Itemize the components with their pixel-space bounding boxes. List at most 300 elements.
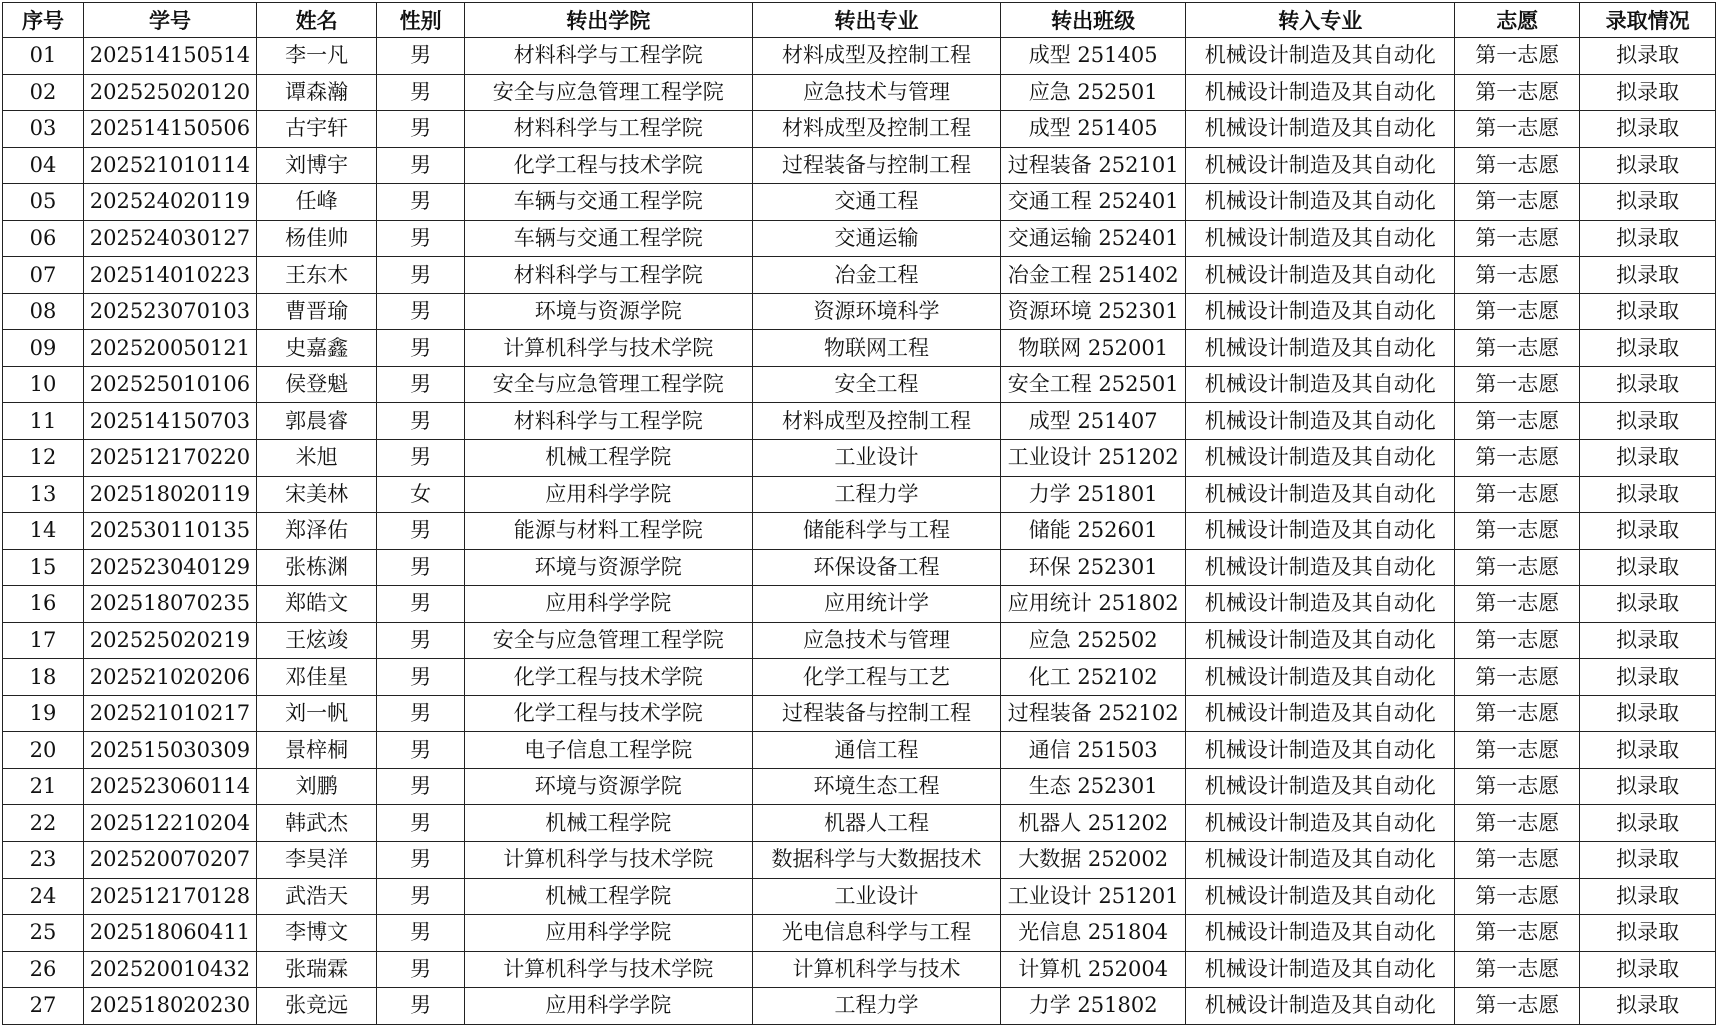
- gender-cell: 男: [377, 513, 465, 550]
- index-cell: 14: [3, 513, 84, 550]
- from-class-cell: 环保 252301: [1001, 549, 1186, 586]
- from-college-cell: 材料科学与工程学院: [464, 257, 752, 294]
- student-id-cell: 202518060411: [83, 915, 256, 952]
- admission-status-cell: 拟录取: [1580, 38, 1716, 75]
- preference-cell: 第一志愿: [1455, 695, 1580, 732]
- from-major-cell: 应用统计学: [752, 586, 1000, 623]
- from-college-cell: 计算机科学与技术学院: [464, 951, 752, 988]
- to-major-cell: 机械设计制造及其自动化: [1186, 220, 1455, 257]
- index-cell: 02: [3, 74, 84, 111]
- table-row: [3, 366, 1716, 403]
- student-id-cell: 202518020230: [83, 988, 256, 1025]
- from-class-cell: 力学 251801: [1001, 476, 1186, 513]
- from-college-cell: 材料科学与工程学院: [464, 403, 752, 440]
- gender-cell: 男: [377, 403, 465, 440]
- index-cell: 22: [3, 805, 84, 842]
- table-row: [3, 586, 1716, 623]
- header-from-college: 转出学院: [464, 3, 752, 38]
- gender-cell: 男: [377, 220, 465, 257]
- student-id-cell: 202525020120: [83, 74, 256, 111]
- gender-cell: 男: [377, 878, 465, 915]
- name-cell: 张栋渊: [256, 549, 376, 586]
- to-major-cell: 机械设计制造及其自动化: [1186, 184, 1455, 221]
- to-major-cell: 机械设计制造及其自动化: [1186, 586, 1455, 623]
- to-major-cell: 机械设计制造及其自动化: [1186, 513, 1455, 550]
- admission-status-cell: 拟录取: [1580, 147, 1716, 184]
- name-cell: 米旭: [256, 440, 376, 477]
- to-major-cell: 机械设计制造及其自动化: [1186, 257, 1455, 294]
- admission-status-cell: 拟录取: [1580, 111, 1716, 148]
- admission-status-cell: 拟录取: [1580, 659, 1716, 696]
- from-college-cell: 车辆与交通工程学院: [464, 220, 752, 257]
- index-cell: 11: [3, 403, 84, 440]
- index-cell: 16: [3, 586, 84, 623]
- index-cell: 03: [3, 111, 84, 148]
- from-class-cell: 工业设计 251201: [1001, 878, 1186, 915]
- from-major-cell: 通信工程: [752, 732, 1000, 769]
- to-major-cell: 机械设计制造及其自动化: [1186, 988, 1455, 1025]
- name-cell: 韩武杰: [256, 805, 376, 842]
- index-cell: 07: [3, 257, 84, 294]
- to-major-cell: 机械设计制造及其自动化: [1186, 549, 1455, 586]
- table-row: [3, 805, 1716, 842]
- from-college-cell: 安全与应急管理工程学院: [464, 366, 752, 403]
- gender-cell: 男: [377, 366, 465, 403]
- name-cell: 景梓桐: [256, 732, 376, 769]
- preference-cell: 第一志愿: [1455, 293, 1580, 330]
- from-college-cell: 车辆与交通工程学院: [464, 184, 752, 221]
- from-class-cell: 储能 252601: [1001, 513, 1186, 550]
- gender-cell: 男: [377, 805, 465, 842]
- admission-status-cell: 拟录取: [1580, 257, 1716, 294]
- from-class-cell: 机器人 251202: [1001, 805, 1186, 842]
- gender-cell: 男: [377, 257, 465, 294]
- table-body: [3, 38, 1716, 1025]
- from-class-cell: 生态 252301: [1001, 768, 1186, 805]
- index-cell: 04: [3, 147, 84, 184]
- from-major-cell: 交通工程: [752, 184, 1000, 221]
- table-row: [3, 220, 1716, 257]
- admission-status-cell: 拟录取: [1580, 915, 1716, 952]
- preference-cell: 第一志愿: [1455, 988, 1580, 1025]
- name-cell: 刘博宇: [256, 147, 376, 184]
- table-row: [3, 440, 1716, 477]
- index-cell: 05: [3, 184, 84, 221]
- from-major-cell: 机器人工程: [752, 805, 1000, 842]
- gender-cell: 男: [377, 74, 465, 111]
- index-cell: 24: [3, 878, 84, 915]
- admission-status-cell: 拟录取: [1580, 549, 1716, 586]
- from-college-cell: 材料科学与工程学院: [464, 111, 752, 148]
- admission-status-cell: 拟录取: [1580, 951, 1716, 988]
- table-header-row: [3, 3, 1716, 38]
- preference-cell: 第一志愿: [1455, 257, 1580, 294]
- name-cell: 李博文: [256, 915, 376, 952]
- admission-status-cell: 拟录取: [1580, 622, 1716, 659]
- index-cell: 06: [3, 220, 84, 257]
- admission-status-cell: 拟录取: [1580, 732, 1716, 769]
- from-class-cell: 物联网 252001: [1001, 330, 1186, 367]
- to-major-cell: 机械设计制造及其自动化: [1186, 695, 1455, 732]
- from-major-cell: 工业设计: [752, 878, 1000, 915]
- from-major-cell: 安全工程: [752, 366, 1000, 403]
- from-major-cell: 材料成型及控制工程: [752, 111, 1000, 148]
- preference-cell: 第一志愿: [1455, 440, 1580, 477]
- from-major-cell: 资源环境科学: [752, 293, 1000, 330]
- table-row: [3, 659, 1716, 696]
- table-row: [3, 403, 1716, 440]
- gender-cell: 男: [377, 586, 465, 623]
- from-major-cell: 材料成型及控制工程: [752, 403, 1000, 440]
- table-row: [3, 476, 1716, 513]
- student-id-cell: 202512210204: [83, 805, 256, 842]
- table-row: [3, 111, 1716, 148]
- name-cell: 李昊洋: [256, 842, 376, 879]
- from-class-cell: 资源环境 252301: [1001, 293, 1186, 330]
- admission-status-cell: 拟录取: [1580, 74, 1716, 111]
- from-major-cell: 工业设计: [752, 440, 1000, 477]
- table-row: [3, 513, 1716, 550]
- from-class-cell: 安全工程 252501: [1001, 366, 1186, 403]
- gender-cell: 男: [377, 147, 465, 184]
- from-major-cell: 光电信息科学与工程: [752, 915, 1000, 952]
- name-cell: 刘鹏: [256, 768, 376, 805]
- table-row: [3, 38, 1716, 75]
- gender-cell: 男: [377, 622, 465, 659]
- student-id-cell: 202518020119: [83, 476, 256, 513]
- to-major-cell: 机械设计制造及其自动化: [1186, 74, 1455, 111]
- preference-cell: 第一志愿: [1455, 586, 1580, 623]
- admission-status-cell: 拟录取: [1580, 220, 1716, 257]
- from-class-cell: 成型 251405: [1001, 38, 1186, 75]
- preference-cell: 第一志愿: [1455, 330, 1580, 367]
- admission-status-cell: 拟录取: [1580, 768, 1716, 805]
- name-cell: 张瑞霖: [256, 951, 376, 988]
- index-cell: 09: [3, 330, 84, 367]
- gender-cell: 男: [377, 732, 465, 769]
- table-row: [3, 74, 1716, 111]
- admission-table: [2, 2, 1716, 1025]
- admission-status-cell: 拟录取: [1580, 586, 1716, 623]
- from-major-cell: 工程力学: [752, 988, 1000, 1025]
- from-college-cell: 化学工程与技术学院: [464, 147, 752, 184]
- from-college-cell: 机械工程学院: [464, 440, 752, 477]
- from-major-cell: 过程装备与控制工程: [752, 695, 1000, 732]
- preference-cell: 第一志愿: [1455, 111, 1580, 148]
- from-college-cell: 环境与资源学院: [464, 549, 752, 586]
- from-major-cell: 交通运输: [752, 220, 1000, 257]
- gender-cell: 女: [377, 476, 465, 513]
- from-major-cell: 数据科学与大数据技术: [752, 842, 1000, 879]
- student-id-cell: 202525020219: [83, 622, 256, 659]
- from-major-cell: 化学工程与工艺: [752, 659, 1000, 696]
- admission-status-cell: 拟录取: [1580, 476, 1716, 513]
- index-cell: 23: [3, 842, 84, 879]
- from-class-cell: 过程装备 252101: [1001, 147, 1186, 184]
- name-cell: 武浩天: [256, 878, 376, 915]
- from-college-cell: 计算机科学与技术学院: [464, 330, 752, 367]
- admission-status-cell: 拟录取: [1580, 805, 1716, 842]
- index-cell: 21: [3, 768, 84, 805]
- from-major-cell: 应急技术与管理: [752, 74, 1000, 111]
- index-cell: 08: [3, 293, 84, 330]
- index-cell: 12: [3, 440, 84, 477]
- from-class-cell: 交通运输 252401: [1001, 220, 1186, 257]
- to-major-cell: 机械设计制造及其自动化: [1186, 440, 1455, 477]
- to-major-cell: 机械设计制造及其自动化: [1186, 622, 1455, 659]
- name-cell: 邓佳星: [256, 659, 376, 696]
- name-cell: 谭森瀚: [256, 74, 376, 111]
- preference-cell: 第一志愿: [1455, 951, 1580, 988]
- name-cell: 郭晨睿: [256, 403, 376, 440]
- from-college-cell: 应用科学学院: [464, 915, 752, 952]
- index-cell: 19: [3, 695, 84, 732]
- index-cell: 20: [3, 732, 84, 769]
- gender-cell: 男: [377, 951, 465, 988]
- name-cell: 李一凡: [256, 38, 376, 75]
- from-college-cell: 环境与资源学院: [464, 293, 752, 330]
- from-college-cell: 应用科学学院: [464, 476, 752, 513]
- admission-status-cell: 拟录取: [1580, 293, 1716, 330]
- index-cell: 01: [3, 38, 84, 75]
- table-row: [3, 147, 1716, 184]
- student-id-cell: 202525010106: [83, 366, 256, 403]
- student-id-cell: 202514150703: [83, 403, 256, 440]
- preference-cell: 第一志愿: [1455, 549, 1580, 586]
- from-class-cell: 应急 252502: [1001, 622, 1186, 659]
- from-class-cell: 工业设计 251202: [1001, 440, 1186, 477]
- admission-status-cell: 拟录取: [1580, 513, 1716, 550]
- from-major-cell: 冶金工程: [752, 257, 1000, 294]
- to-major-cell: 机械设计制造及其自动化: [1186, 38, 1455, 75]
- preference-cell: 第一志愿: [1455, 38, 1580, 75]
- header-admission-status: 录取情况: [1580, 3, 1716, 38]
- preference-cell: 第一志愿: [1455, 366, 1580, 403]
- to-major-cell: 机械设计制造及其自动化: [1186, 842, 1455, 879]
- gender-cell: 男: [377, 184, 465, 221]
- preference-cell: 第一志愿: [1455, 184, 1580, 221]
- to-major-cell: 机械设计制造及其自动化: [1186, 915, 1455, 952]
- student-id-cell: 202530110135: [83, 513, 256, 550]
- index-cell: 25: [3, 915, 84, 952]
- admission-status-cell: 拟录取: [1580, 403, 1716, 440]
- student-id-cell: 202514010223: [83, 257, 256, 294]
- preference-cell: 第一志愿: [1455, 622, 1580, 659]
- to-major-cell: 机械设计制造及其自动化: [1186, 732, 1455, 769]
- from-major-cell: 计算机科学与技术: [752, 951, 1000, 988]
- table-row: [3, 951, 1716, 988]
- student-id-cell: 202520050121: [83, 330, 256, 367]
- from-class-cell: 通信 251503: [1001, 732, 1186, 769]
- name-cell: 刘一帆: [256, 695, 376, 732]
- gender-cell: 男: [377, 293, 465, 330]
- table-row: [3, 695, 1716, 732]
- to-major-cell: 机械设计制造及其自动化: [1186, 951, 1455, 988]
- gender-cell: 男: [377, 440, 465, 477]
- to-major-cell: 机械设计制造及其自动化: [1186, 476, 1455, 513]
- transfer-admission-sheet: [2, 2, 1716, 1025]
- from-major-cell: 材料成型及控制工程: [752, 38, 1000, 75]
- gender-cell: 男: [377, 659, 465, 696]
- table-row: [3, 257, 1716, 294]
- student-id-cell: 202521020206: [83, 659, 256, 696]
- from-class-cell: 光信息 251804: [1001, 915, 1186, 952]
- name-cell: 郑皓文: [256, 586, 376, 623]
- from-major-cell: 储能科学与工程: [752, 513, 1000, 550]
- table-row: [3, 878, 1716, 915]
- table-row: [3, 549, 1716, 586]
- admission-status-cell: 拟录取: [1580, 440, 1716, 477]
- student-id-cell: 202515030309: [83, 732, 256, 769]
- name-cell: 史嘉鑫: [256, 330, 376, 367]
- preference-cell: 第一志愿: [1455, 732, 1580, 769]
- header-from-class: 转出班级: [1001, 3, 1186, 38]
- to-major-cell: 机械设计制造及其自动化: [1186, 768, 1455, 805]
- header-gender: 性别: [377, 3, 465, 38]
- gender-cell: 男: [377, 330, 465, 367]
- index-cell: 15: [3, 549, 84, 586]
- to-major-cell: 机械设计制造及其自动化: [1186, 878, 1455, 915]
- to-major-cell: 机械设计制造及其自动化: [1186, 111, 1455, 148]
- from-class-cell: 成型 251405: [1001, 111, 1186, 148]
- from-class-cell: 过程装备 252102: [1001, 695, 1186, 732]
- name-cell: 郑泽佑: [256, 513, 376, 550]
- from-major-cell: 应急技术与管理: [752, 622, 1000, 659]
- student-id-cell: 202524030127: [83, 220, 256, 257]
- table-row: [3, 768, 1716, 805]
- preference-cell: 第一志愿: [1455, 878, 1580, 915]
- name-cell: 宋美林: [256, 476, 376, 513]
- from-college-cell: 计算机科学与技术学院: [464, 842, 752, 879]
- name-cell: 杨佳帅: [256, 220, 376, 257]
- index-cell: 18: [3, 659, 84, 696]
- gender-cell: 男: [377, 915, 465, 952]
- header-to-major: 转入专业: [1186, 3, 1455, 38]
- name-cell: 曹晋瑜: [256, 293, 376, 330]
- preference-cell: 第一志愿: [1455, 403, 1580, 440]
- student-id-cell: 202523070103: [83, 293, 256, 330]
- admission-status-cell: 拟录取: [1580, 988, 1716, 1025]
- name-cell: 王炫竣: [256, 622, 376, 659]
- from-college-cell: 安全与应急管理工程学院: [464, 622, 752, 659]
- from-college-cell: 安全与应急管理工程学院: [464, 74, 752, 111]
- from-class-cell: 化工 252102: [1001, 659, 1186, 696]
- gender-cell: 男: [377, 549, 465, 586]
- header-preference: 志愿: [1455, 3, 1580, 38]
- student-id-cell: 202514150514: [83, 38, 256, 75]
- header-name: 姓名: [256, 3, 376, 38]
- index-cell: 17: [3, 622, 84, 659]
- student-id-cell: 202512170128: [83, 878, 256, 915]
- table-row: [3, 842, 1716, 879]
- to-major-cell: 机械设计制造及其自动化: [1186, 805, 1455, 842]
- student-id-cell: 202521010114: [83, 147, 256, 184]
- from-college-cell: 材料科学与工程学院: [464, 38, 752, 75]
- from-college-cell: 化学工程与技术学院: [464, 659, 752, 696]
- from-class-cell: 计算机 252004: [1001, 951, 1186, 988]
- from-college-cell: 能源与材料工程学院: [464, 513, 752, 550]
- from-class-cell: 应急 252501: [1001, 74, 1186, 111]
- preference-cell: 第一志愿: [1455, 768, 1580, 805]
- to-major-cell: 机械设计制造及其自动化: [1186, 366, 1455, 403]
- gender-cell: 男: [377, 695, 465, 732]
- to-major-cell: 机械设计制造及其自动化: [1186, 403, 1455, 440]
- from-college-cell: 环境与资源学院: [464, 768, 752, 805]
- table-row: [3, 293, 1716, 330]
- gender-cell: 男: [377, 111, 465, 148]
- header-index: 序号: [3, 3, 84, 38]
- preference-cell: 第一志愿: [1455, 805, 1580, 842]
- name-cell: 张竞远: [256, 988, 376, 1025]
- from-class-cell: 成型 251407: [1001, 403, 1186, 440]
- admission-status-cell: 拟录取: [1580, 330, 1716, 367]
- from-class-cell: 应用统计 251802: [1001, 586, 1186, 623]
- to-major-cell: 机械设计制造及其自动化: [1186, 659, 1455, 696]
- gender-cell: 男: [377, 38, 465, 75]
- preference-cell: 第一志愿: [1455, 147, 1580, 184]
- student-id-cell: 202518070235: [83, 586, 256, 623]
- name-cell: 任峰: [256, 184, 376, 221]
- from-college-cell: 电子信息工程学院: [464, 732, 752, 769]
- table-row: [3, 184, 1716, 221]
- header-student-id: 学号: [83, 3, 256, 38]
- index-cell: 26: [3, 951, 84, 988]
- student-id-cell: 202512170220: [83, 440, 256, 477]
- from-college-cell: 应用科学学院: [464, 988, 752, 1025]
- gender-cell: 男: [377, 842, 465, 879]
- table-row: [3, 915, 1716, 952]
- from-class-cell: 交通工程 252401: [1001, 184, 1186, 221]
- student-id-cell: 202520010432: [83, 951, 256, 988]
- from-class-cell: 大数据 252002: [1001, 842, 1186, 879]
- preference-cell: 第一志愿: [1455, 220, 1580, 257]
- name-cell: 王东木: [256, 257, 376, 294]
- index-cell: 13: [3, 476, 84, 513]
- preference-cell: 第一志愿: [1455, 74, 1580, 111]
- from-college-cell: 应用科学学院: [464, 586, 752, 623]
- student-id-cell: 202523040129: [83, 549, 256, 586]
- preference-cell: 第一志愿: [1455, 513, 1580, 550]
- preference-cell: 第一志愿: [1455, 476, 1580, 513]
- to-major-cell: 机械设计制造及其自动化: [1186, 293, 1455, 330]
- from-college-cell: 机械工程学院: [464, 805, 752, 842]
- table-row: [3, 622, 1716, 659]
- name-cell: 古宇轩: [256, 111, 376, 148]
- index-cell: 27: [3, 988, 84, 1025]
- from-class-cell: 力学 251802: [1001, 988, 1186, 1025]
- name-cell: 侯登魁: [256, 366, 376, 403]
- admission-status-cell: 拟录取: [1580, 184, 1716, 221]
- to-major-cell: 机械设计制造及其自动化: [1186, 330, 1455, 367]
- index-cell: 10: [3, 366, 84, 403]
- student-id-cell: 202521010217: [83, 695, 256, 732]
- admission-status-cell: 拟录取: [1580, 878, 1716, 915]
- student-id-cell: 202520070207: [83, 842, 256, 879]
- admission-status-cell: 拟录取: [1580, 695, 1716, 732]
- from-college-cell: 机械工程学院: [464, 878, 752, 915]
- preference-cell: 第一志愿: [1455, 842, 1580, 879]
- from-major-cell: 工程力学: [752, 476, 1000, 513]
- preference-cell: 第一志愿: [1455, 659, 1580, 696]
- from-major-cell: 物联网工程: [752, 330, 1000, 367]
- admission-status-cell: 拟录取: [1580, 366, 1716, 403]
- student-id-cell: 202514150506: [83, 111, 256, 148]
- from-major-cell: 环保设备工程: [752, 549, 1000, 586]
- gender-cell: 男: [377, 768, 465, 805]
- student-id-cell: 202523060114: [83, 768, 256, 805]
- student-id-cell: 202524020119: [83, 184, 256, 221]
- from-major-cell: 环境生态工程: [752, 768, 1000, 805]
